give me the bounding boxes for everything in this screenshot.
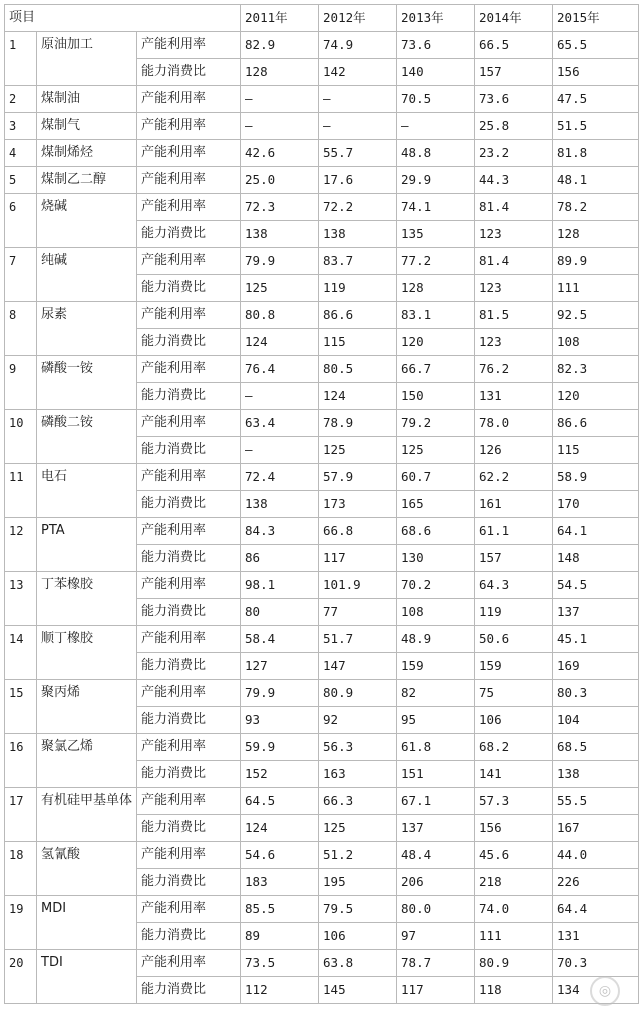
- product-name: 聚丙烯: [37, 680, 137, 734]
- value-cell: 86.6: [319, 302, 397, 329]
- value-cell: 125: [319, 815, 397, 842]
- row-number: 19: [5, 896, 37, 950]
- value-cell: 131: [553, 923, 639, 950]
- product-name: 有机硅甲基单体: [37, 788, 137, 842]
- value-cell: 57.9: [319, 464, 397, 491]
- header-item-label: 项目: [5, 5, 241, 32]
- product-name: 纯碱: [37, 248, 137, 302]
- metric-label: 能力消费比: [137, 491, 241, 518]
- metric-label: 产能利用率: [137, 680, 241, 707]
- metric-label: 能力消费比: [137, 221, 241, 248]
- value-cell: 138: [241, 221, 319, 248]
- value-cell: 128: [553, 221, 639, 248]
- metric-label: 能力消费比: [137, 653, 241, 680]
- product-name: 煤制烯烃: [37, 140, 137, 167]
- value-cell: 25.0: [241, 167, 319, 194]
- value-cell: 70.3: [553, 950, 639, 977]
- header-year-2012: 2012年: [319, 5, 397, 32]
- value-cell: 115: [319, 329, 397, 356]
- value-cell: 226: [553, 869, 639, 896]
- metric-label: 能力消费比: [137, 815, 241, 842]
- row-number: 10: [5, 410, 37, 464]
- value-cell: –: [319, 113, 397, 140]
- value-cell: 165: [397, 491, 475, 518]
- metric-label: 产能利用率: [137, 167, 241, 194]
- table-row: [5, 788, 639, 815]
- value-cell: 78.0: [475, 410, 553, 437]
- product-name: 聚氯乙烯: [37, 734, 137, 788]
- value-cell: 86: [241, 545, 319, 572]
- row-number: 1: [5, 32, 37, 86]
- value-cell: 48.9: [397, 626, 475, 653]
- value-cell: 123: [475, 329, 553, 356]
- metric-label: 能力消费比: [137, 707, 241, 734]
- table-row: [5, 248, 639, 275]
- value-cell: 64.5: [241, 788, 319, 815]
- value-cell: 134: [553, 977, 639, 1004]
- value-cell: 93: [241, 707, 319, 734]
- table-row: [5, 410, 639, 437]
- metric-label: 能力消费比: [137, 275, 241, 302]
- value-cell: 92: [319, 707, 397, 734]
- value-cell: 156: [553, 59, 639, 86]
- value-cell: 159: [475, 653, 553, 680]
- value-cell: 140: [397, 59, 475, 86]
- value-cell: 108: [397, 599, 475, 626]
- value-cell: 72.4: [241, 464, 319, 491]
- value-cell: 63.8: [319, 950, 397, 977]
- table-row: [5, 518, 639, 545]
- product-name: 丁苯橡胶: [37, 572, 137, 626]
- value-cell: 73.6: [475, 86, 553, 113]
- table-row: [5, 167, 639, 194]
- value-cell: 195: [319, 869, 397, 896]
- row-number: 9: [5, 356, 37, 410]
- value-cell: 106: [475, 707, 553, 734]
- row-number: 5: [5, 167, 37, 194]
- value-cell: 137: [553, 599, 639, 626]
- value-cell: 82.3: [553, 356, 639, 383]
- value-cell: 89.9: [553, 248, 639, 275]
- value-cell: 45.6: [475, 842, 553, 869]
- value-cell: 80.0: [397, 896, 475, 923]
- value-cell: 51.2: [319, 842, 397, 869]
- value-cell: 151: [397, 761, 475, 788]
- value-cell: 80: [241, 599, 319, 626]
- table-row: [5, 86, 639, 113]
- value-cell: 156: [475, 815, 553, 842]
- metric-label: 产能利用率: [137, 950, 241, 977]
- value-cell: 62.2: [475, 464, 553, 491]
- watermark-icon: ◎: [590, 976, 620, 1006]
- metric-label: 产能利用率: [137, 626, 241, 653]
- row-number: 16: [5, 734, 37, 788]
- value-cell: 128: [397, 275, 475, 302]
- value-cell: 97: [397, 923, 475, 950]
- metric-label: 产能利用率: [137, 572, 241, 599]
- metric-label: 能力消费比: [137, 923, 241, 950]
- value-cell: 108: [553, 329, 639, 356]
- metric-label: 产能利用率: [137, 734, 241, 761]
- value-cell: 148: [553, 545, 639, 572]
- value-cell: 55.7: [319, 140, 397, 167]
- value-cell: 79.9: [241, 680, 319, 707]
- value-cell: 123: [475, 275, 553, 302]
- value-cell: 126: [475, 437, 553, 464]
- value-cell: 119: [475, 599, 553, 626]
- value-cell: 80.9: [319, 680, 397, 707]
- product-name: PTA: [37, 518, 137, 572]
- value-cell: 83.1: [397, 302, 475, 329]
- table-row: [5, 140, 639, 167]
- metric-label: 产能利用率: [137, 140, 241, 167]
- value-cell: 130: [397, 545, 475, 572]
- value-cell: 66.7: [397, 356, 475, 383]
- row-number: 14: [5, 626, 37, 680]
- value-cell: 173: [319, 491, 397, 518]
- metric-label: 能力消费比: [137, 599, 241, 626]
- metric-label: 能力消费比: [137, 59, 241, 86]
- table-row: [5, 896, 639, 923]
- row-number: 18: [5, 842, 37, 896]
- value-cell: 63.4: [241, 410, 319, 437]
- value-cell: 183: [241, 869, 319, 896]
- value-cell: 84.3: [241, 518, 319, 545]
- value-cell: –: [241, 113, 319, 140]
- value-cell: 124: [319, 383, 397, 410]
- product-name: TDI: [37, 950, 137, 1004]
- value-cell: 161: [475, 491, 553, 518]
- value-cell: 142: [319, 59, 397, 86]
- table-row: [5, 302, 639, 329]
- metric-label: 能力消费比: [137, 977, 241, 1004]
- value-cell: 72.2: [319, 194, 397, 221]
- value-cell: 138: [553, 761, 639, 788]
- value-cell: 68.5: [553, 734, 639, 761]
- value-cell: 68.2: [475, 734, 553, 761]
- metric-label: 产能利用率: [137, 896, 241, 923]
- row-number: 4: [5, 140, 37, 167]
- value-cell: 120: [553, 383, 639, 410]
- value-cell: 59.9: [241, 734, 319, 761]
- value-cell: 163: [319, 761, 397, 788]
- value-cell: –: [241, 383, 319, 410]
- value-cell: 29.9: [397, 167, 475, 194]
- value-cell: –: [241, 437, 319, 464]
- value-cell: 111: [553, 275, 639, 302]
- value-cell: 23.2: [475, 140, 553, 167]
- value-cell: 82: [397, 680, 475, 707]
- value-cell: 77: [319, 599, 397, 626]
- value-cell: 77.2: [397, 248, 475, 275]
- metric-label: 产能利用率: [137, 356, 241, 383]
- value-cell: –: [397, 113, 475, 140]
- metric-label: 产能利用率: [137, 518, 241, 545]
- product-name: 氢氰酸: [37, 842, 137, 896]
- value-cell: 169: [553, 653, 639, 680]
- row-number: 3: [5, 113, 37, 140]
- value-cell: 48.8: [397, 140, 475, 167]
- value-cell: 54.5: [553, 572, 639, 599]
- product-name: 顺丁橡胶: [37, 626, 137, 680]
- value-cell: 68.6: [397, 518, 475, 545]
- value-cell: 117: [319, 545, 397, 572]
- value-cell: 141: [475, 761, 553, 788]
- value-cell: 70.2: [397, 572, 475, 599]
- value-cell: 74.0: [475, 896, 553, 923]
- value-cell: 85.5: [241, 896, 319, 923]
- value-cell: 125: [319, 437, 397, 464]
- metric-label: 产能利用率: [137, 248, 241, 275]
- row-number: 15: [5, 680, 37, 734]
- row-number: 6: [5, 194, 37, 248]
- table-row: [5, 464, 639, 491]
- value-cell: 66.3: [319, 788, 397, 815]
- value-cell: 57.3: [475, 788, 553, 815]
- value-cell: 137: [397, 815, 475, 842]
- value-cell: 86.6: [553, 410, 639, 437]
- metric-label: 产能利用率: [137, 194, 241, 221]
- value-cell: 48.4: [397, 842, 475, 869]
- metric-label: 能力消费比: [137, 437, 241, 464]
- value-cell: –: [319, 86, 397, 113]
- value-cell: 72.3: [241, 194, 319, 221]
- product-name: 磷酸一铵: [37, 356, 137, 410]
- value-cell: 138: [319, 221, 397, 248]
- value-cell: 80.9: [475, 950, 553, 977]
- value-cell: 120: [397, 329, 475, 356]
- value-cell: 25.8: [475, 113, 553, 140]
- value-cell: 125: [241, 275, 319, 302]
- value-cell: 55.5: [553, 788, 639, 815]
- table-row: [5, 572, 639, 599]
- table-row: [5, 626, 639, 653]
- value-cell: 51.5: [553, 113, 639, 140]
- value-cell: 64.3: [475, 572, 553, 599]
- value-cell: 74.1: [397, 194, 475, 221]
- value-cell: 80.8: [241, 302, 319, 329]
- product-name: 尿素: [37, 302, 137, 356]
- value-cell: 17.6: [319, 167, 397, 194]
- row-number: 11: [5, 464, 37, 518]
- value-cell: 58.9: [553, 464, 639, 491]
- value-cell: 70.5: [397, 86, 475, 113]
- value-cell: 73.6: [397, 32, 475, 59]
- value-cell: 117: [397, 977, 475, 1004]
- row-number: 2: [5, 86, 37, 113]
- value-cell: 78.9: [319, 410, 397, 437]
- value-cell: 79.5: [319, 896, 397, 923]
- metric-label: 能力消费比: [137, 545, 241, 572]
- value-cell: 80.5: [319, 356, 397, 383]
- value-cell: 66.5: [475, 32, 553, 59]
- value-cell: 128: [241, 59, 319, 86]
- capacity-utilization-table: [4, 4, 639, 1004]
- value-cell: 58.4: [241, 626, 319, 653]
- product-name: 煤制气: [37, 113, 137, 140]
- header-year-2013: 2013年: [397, 5, 475, 32]
- product-name: 电石: [37, 464, 137, 518]
- table-row: [5, 194, 639, 221]
- product-name: 原油加工: [37, 32, 137, 86]
- value-cell: 119: [319, 275, 397, 302]
- value-cell: 76.4: [241, 356, 319, 383]
- metric-label: 产能利用率: [137, 32, 241, 59]
- value-cell: 66.8: [319, 518, 397, 545]
- value-cell: 44.3: [475, 167, 553, 194]
- value-cell: 81.4: [475, 248, 553, 275]
- metric-label: 产能利用率: [137, 86, 241, 113]
- value-cell: 64.1: [553, 518, 639, 545]
- value-cell: 157: [475, 545, 553, 572]
- value-cell: 67.1: [397, 788, 475, 815]
- header-year-2014: 2014年: [475, 5, 553, 32]
- value-cell: 80.3: [553, 680, 639, 707]
- metric-label: 产能利用率: [137, 410, 241, 437]
- value-cell: 115: [553, 437, 639, 464]
- header-year-2011: 2011年: [241, 5, 319, 32]
- metric-label: 产能利用率: [137, 464, 241, 491]
- value-cell: 167: [553, 815, 639, 842]
- value-cell: 138: [241, 491, 319, 518]
- table-row: [5, 32, 639, 59]
- value-cell: 82.9: [241, 32, 319, 59]
- value-cell: 76.2: [475, 356, 553, 383]
- metric-label: 产能利用率: [137, 788, 241, 815]
- value-cell: 157: [475, 59, 553, 86]
- product-name: 烧碱: [37, 194, 137, 248]
- value-cell: 147: [319, 653, 397, 680]
- value-cell: 45.1: [553, 626, 639, 653]
- value-cell: 79.9: [241, 248, 319, 275]
- value-cell: 44.0: [553, 842, 639, 869]
- value-cell: 206: [397, 869, 475, 896]
- value-cell: 56.3: [319, 734, 397, 761]
- value-cell: 159: [397, 653, 475, 680]
- value-cell: 131: [475, 383, 553, 410]
- table-row: [5, 356, 639, 383]
- value-cell: 124: [241, 329, 319, 356]
- value-cell: 48.1: [553, 167, 639, 194]
- value-cell: 118: [475, 977, 553, 1004]
- row-number: 20: [5, 950, 37, 1004]
- value-cell: 60.7: [397, 464, 475, 491]
- row-number: 12: [5, 518, 37, 572]
- value-cell: 51.7: [319, 626, 397, 653]
- value-cell: 54.6: [241, 842, 319, 869]
- value-cell: 89: [241, 923, 319, 950]
- value-cell: 42.6: [241, 140, 319, 167]
- table-row: [5, 113, 639, 140]
- table-row: [5, 734, 639, 761]
- value-cell: 123: [475, 221, 553, 248]
- value-cell: 152: [241, 761, 319, 788]
- value-cell: 106: [319, 923, 397, 950]
- product-name: 磷酸二铵: [37, 410, 137, 464]
- metric-label: 产能利用率: [137, 113, 241, 140]
- value-cell: 47.5: [553, 86, 639, 113]
- value-cell: 81.4: [475, 194, 553, 221]
- value-cell: 112: [241, 977, 319, 1004]
- value-cell: 150: [397, 383, 475, 410]
- value-cell: 50.6: [475, 626, 553, 653]
- value-cell: 64.4: [553, 896, 639, 923]
- value-cell: 218: [475, 869, 553, 896]
- row-number: 7: [5, 248, 37, 302]
- metric-label: 产能利用率: [137, 842, 241, 869]
- header-row: [5, 5, 639, 32]
- value-cell: 61.1: [475, 518, 553, 545]
- value-cell: 127: [241, 653, 319, 680]
- value-cell: 135: [397, 221, 475, 248]
- value-cell: 92.5: [553, 302, 639, 329]
- metric-label: 能力消费比: [137, 761, 241, 788]
- value-cell: 98.1: [241, 572, 319, 599]
- row-number: 13: [5, 572, 37, 626]
- value-cell: –: [241, 86, 319, 113]
- value-cell: 111: [475, 923, 553, 950]
- metric-label: 能力消费比: [137, 869, 241, 896]
- value-cell: 101.9: [319, 572, 397, 599]
- row-number: 17: [5, 788, 37, 842]
- metric-label: 能力消费比: [137, 329, 241, 356]
- value-cell: 65.5: [553, 32, 639, 59]
- value-cell: 78.7: [397, 950, 475, 977]
- value-cell: 79.2: [397, 410, 475, 437]
- value-cell: 125: [397, 437, 475, 464]
- value-cell: 124: [241, 815, 319, 842]
- row-number: 8: [5, 302, 37, 356]
- table-row: [5, 680, 639, 707]
- product-name: 煤制油: [37, 86, 137, 113]
- value-cell: 95: [397, 707, 475, 734]
- table-row: [5, 842, 639, 869]
- table-row: [5, 950, 639, 977]
- metric-label: 能力消费比: [137, 383, 241, 410]
- product-name: 煤制乙二醇: [37, 167, 137, 194]
- product-name: MDI: [37, 896, 137, 950]
- metric-label: 产能利用率: [137, 302, 241, 329]
- value-cell: 83.7: [319, 248, 397, 275]
- value-cell: 75: [475, 680, 553, 707]
- value-cell: 145: [319, 977, 397, 1004]
- value-cell: 104: [553, 707, 639, 734]
- value-cell: 170: [553, 491, 639, 518]
- value-cell: 81.8: [553, 140, 639, 167]
- value-cell: 73.5: [241, 950, 319, 977]
- value-cell: 78.2: [553, 194, 639, 221]
- value-cell: 61.8: [397, 734, 475, 761]
- value-cell: 81.5: [475, 302, 553, 329]
- value-cell: 74.9: [319, 32, 397, 59]
- header-year-2015: 2015年: [553, 5, 639, 32]
